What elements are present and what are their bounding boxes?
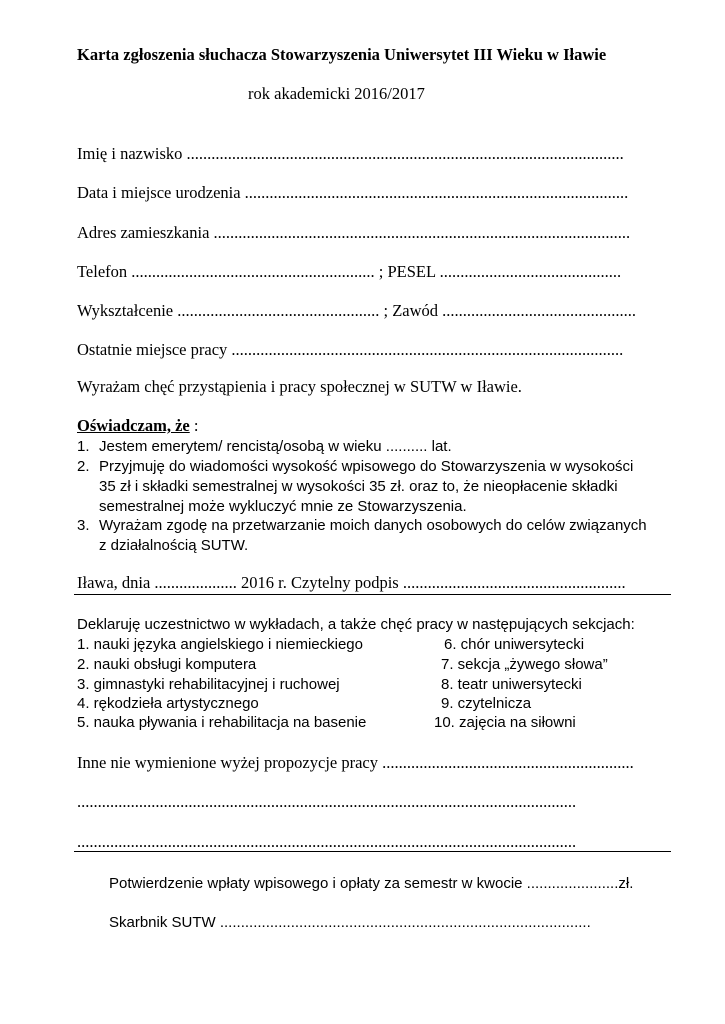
section-option[interactable]: 4. rękodzieła artystycznego bbox=[77, 695, 259, 712]
treasurer-signature[interactable]: Skarbnik SUTW ......................................................................................... bbox=[109, 914, 591, 931]
declaration-item-cont: z działalnością SUTW. bbox=[99, 537, 249, 554]
declaration-heading-text: Oświadczam, że bbox=[77, 416, 190, 435]
section-option[interactable]: 1. nauki języka angielskiego i niemieckiego bbox=[77, 636, 363, 653]
declaration-heading bbox=[77, 416, 198, 436]
last-workplace-field[interactable]: Ostatnie miejsce pracy ............................................................................................... bbox=[77, 340, 624, 359]
willingness-statement: Wyrażam chęć przystąpienia i pracy społecznej w SUTW w Iławie. bbox=[77, 377, 522, 396]
declaration-heading-colon: : bbox=[189, 416, 199, 435]
section-option[interactable]: 3. gimnastyki rehabilitacyjnej i ruchowej bbox=[77, 676, 340, 693]
form-title: Karta zgłoszenia słuchacza Stowarzyszenia Uniwersytet III Wieku w Iławie bbox=[77, 45, 607, 64]
other-proposals-field[interactable]: Inne nie wymienione wyżej propozycje pracy ............................................................. bbox=[77, 753, 634, 772]
section-option[interactable]: 8. teatr uniwersytecki bbox=[441, 676, 582, 693]
section-option[interactable]: 10. zajęcia na siłowni bbox=[434, 714, 576, 731]
address-field[interactable]: Adres zamieszkania ..................................................................................................... bbox=[77, 223, 631, 242]
academic-year: rok akademicki 2016/2017 bbox=[248, 84, 425, 103]
payment-confirmation[interactable]: Potwierdzenie wpłaty wpisowego i opłaty za semestr w kwocie ......................zł. bbox=[109, 875, 634, 892]
section-option[interactable]: 2. nauki obsługi komputera bbox=[77, 656, 257, 673]
declaration-item-cont: 35 zł i składki semestralnej w wysokości 35 zł. oraz to, że nieopłacenie składki bbox=[99, 478, 618, 495]
declaration-item: 2. Przyjmuję do wiadomości wysokość wpisowego do Stowarzyszenia w wysokości bbox=[77, 458, 634, 475]
other-proposals-line[interactable]: ......................................................................................................................... bbox=[77, 832, 577, 851]
birth-field[interactable]: Data i miejsce urodzenia ............................................................................................. bbox=[77, 183, 629, 202]
declaration-item-cont: semestralnej może wykluczyć mnie ze Stowarzyszenia. bbox=[99, 498, 467, 515]
education-job-field[interactable]: Wykształcenie ................................................. ; Zawód ............................................... bbox=[77, 301, 637, 320]
name-field[interactable]: Imię i nazwisko .......................................................................................................... bbox=[77, 144, 624, 163]
section-option[interactable]: 5. nauka pływania i rehabilitacja na basenie bbox=[77, 714, 367, 731]
declaration-item: 3. Wyrażam zgodę na przetwarzanie moich danych osobowych do celów związanych bbox=[77, 517, 647, 534]
declaration-item: 1. Jestem emerytem/ rencistą/osobą w wieku .......... lat. bbox=[77, 438, 452, 455]
section-option[interactable]: 7. sekcja „żywego słowa” bbox=[441, 656, 608, 673]
phone-pesel-field[interactable]: Telefon ........................................................... ; PESEL ............................................ bbox=[77, 262, 622, 281]
section-option[interactable]: 9. czytelnicza bbox=[441, 695, 532, 712]
other-proposals-line[interactable]: ......................................................................................................................... bbox=[77, 792, 577, 811]
section-option[interactable]: 6. chór uniwersytecki bbox=[444, 636, 585, 653]
divider bbox=[74, 594, 671, 595]
date-signature-field[interactable]: Iława, dnia .................... 2016 r. Czytelny podpis ...................................................... bbox=[77, 573, 626, 592]
sections-intro: Deklaruję uczestnictwo w wykładach, a także chęć pracy w następujących sekcjach: bbox=[77, 616, 635, 633]
divider bbox=[74, 851, 671, 852]
